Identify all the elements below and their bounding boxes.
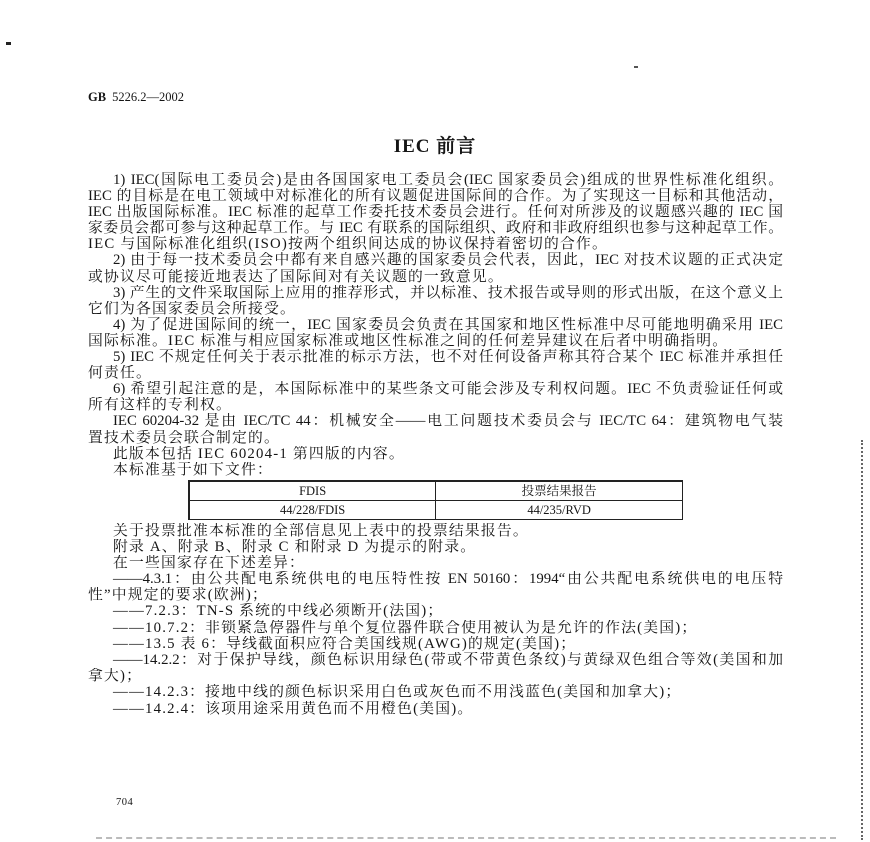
standard-number: 5226.2—2002	[112, 90, 184, 104]
scan-speck	[634, 66, 638, 68]
clause-2	[88, 252, 783, 284]
table-row	[189, 501, 683, 520]
edition-note: 此版本包括 IEC 60204-1 第四版的内容。	[113, 445, 405, 462]
difference-item	[88, 684, 783, 700]
difference-item	[88, 636, 783, 652]
documents-table	[188, 480, 683, 520]
based-on-text: 本标准基于如下文件：	[113, 461, 273, 478]
clause-line: 家委员会都可参与这种起草工作。与 IEC 有联系的国际组织、政府和非政府组织也参与这种起草工作。	[88, 220, 783, 237]
clause-line: 何责任。	[88, 365, 152, 382]
clause-line: 4) 为了促进国际间的统一，IEC 国家委员会负责在其国家和地区性标准中尽可能地明确采用 IEC	[113, 316, 783, 333]
clause-line: 国际标准。IEC 标准与相应国家标准或地区性标准之间的任何差异建议在后者中明确指明。	[88, 332, 729, 349]
list-item-line: 拿大)；	[88, 668, 143, 685]
table-cell: 44/235/RVD	[436, 501, 683, 520]
clause-line: 它们为各国家委员会所接受。	[88, 300, 296, 317]
difference-item	[88, 603, 783, 619]
committees-paragraph	[88, 413, 783, 445]
clause-line: 3) 产生的文件采取国际上应用的推荐形式，并以标准、技术报告或导则的形式出版，在这个意义上	[113, 284, 783, 301]
difference-item	[88, 620, 783, 636]
page-number: 704	[116, 797, 134, 808]
list-item-line: ——13.5 表 6：导线截面积应符合美国线规(AWG)的规定(美国)；	[113, 635, 577, 652]
standard-code: GB	[88, 90, 107, 104]
clause-line: IEC 出版国际标准。IEC 标准的起草工作委托技术委员会进行。任何对所涉及的议题感兴趣的 IEC 国	[88, 204, 783, 221]
voting-info: 关于投票批准本标准的全部信息见上表中的投票结果报告。	[113, 522, 529, 539]
list-item-line: ——14.2.3：接地中线的颜色标识采用白色或灰色而不用浅蓝色(美国和加拿大)；	[113, 684, 682, 701]
clause-line: IEC 的目标是在电工领域中对标准化的所有议题促进国际间的合作。为了实现这一目标和其他活动，	[88, 188, 783, 205]
list-item-line: ——14.2.2：对于保护导线，颜色标识用绿色(带或不带黄色条纹)与黄绿双色组合等效(美国和加	[113, 652, 783, 668]
table-cell: 44/228/FDIS	[189, 501, 436, 520]
clause-line: 1) IEC(国际电工委员会)是由各国国家电工委员会(IEC 国家委员会)组成的世界性标准化组织。	[113, 172, 783, 188]
scan-edge-artifact	[96, 837, 836, 839]
list-item-line: ——10.7.2：非锁紧急停器件与单个复位器件联合使用被认为是允许的作法(美国)；	[113, 619, 698, 636]
table-header-cell: 投票结果报告	[436, 481, 683, 501]
clause-line: 2) 由于每一技术委员会中都有来自感兴趣的国家委员会代表，因此，IEC 对技术议题的正式决定	[113, 252, 783, 269]
clause-3	[88, 285, 783, 317]
clause-1	[88, 172, 783, 252]
clause-line: 或协议尽可能接近地表达了国际间对有关议题的一致意见。	[88, 268, 504, 285]
clause-4	[88, 317, 783, 349]
list-item-line: 性”中规定的要求(欧洲)；	[88, 587, 268, 604]
difference-item	[88, 701, 783, 717]
table-header-cell: FDIS	[189, 481, 436, 501]
list-item-line: ——14.2.4：该项用途采用黄色而不用橙色(美国)。	[113, 700, 474, 717]
running-head	[88, 90, 184, 105]
clause-line: 5) IEC 不规定任何关于表示批准的标示方法，也不对任何设备声称其符合某个 IEC 标准并承担任	[113, 349, 783, 366]
differences-intro: 在一些国家存在下述差异：	[113, 554, 305, 571]
page-title: IEC 前言	[393, 136, 477, 157]
annexes-note: 附录 A、附录 B、附录 C 和附录 D 为提示的附录。	[113, 538, 477, 555]
paragraph-line: IEC 60204-32 是由 IEC/TC 44：机械安全——电工问题技术委员会与 IEC/TC 64：建筑物电气装	[113, 413, 783, 430]
scan-speck	[6, 42, 11, 45]
table-header-row	[189, 481, 683, 501]
clause-6	[88, 381, 783, 413]
foreword-body	[88, 172, 783, 478]
list-item-line: ——7.2.3：TN-S 系统的中线必须断开(法国)；	[113, 603, 444, 620]
paragraph-line: 置技术委员会联合制定的。	[88, 429, 280, 446]
difference-item	[88, 571, 783, 603]
scan-edge-artifact	[861, 440, 863, 840]
difference-item	[88, 652, 783, 684]
after-table-body	[88, 523, 783, 717]
list-item-line: ——4.3.1：由公共配电系统供电的电压特性按 EN 50160：1994“由公共配电系统供电的电压特	[113, 571, 783, 588]
clause-5	[88, 349, 783, 381]
clause-line: 6) 希望引起注意的是，本国际标准中的某些条文可能会涉及专利权问题。IEC 不负责验证任何或	[113, 381, 783, 398]
clause-line: 所有这样的专利权。	[88, 397, 232, 414]
clause-line: IEC 与国际标准化组织(ISO)按两个组织间达成的协议保持着密切的合作。	[88, 236, 608, 253]
